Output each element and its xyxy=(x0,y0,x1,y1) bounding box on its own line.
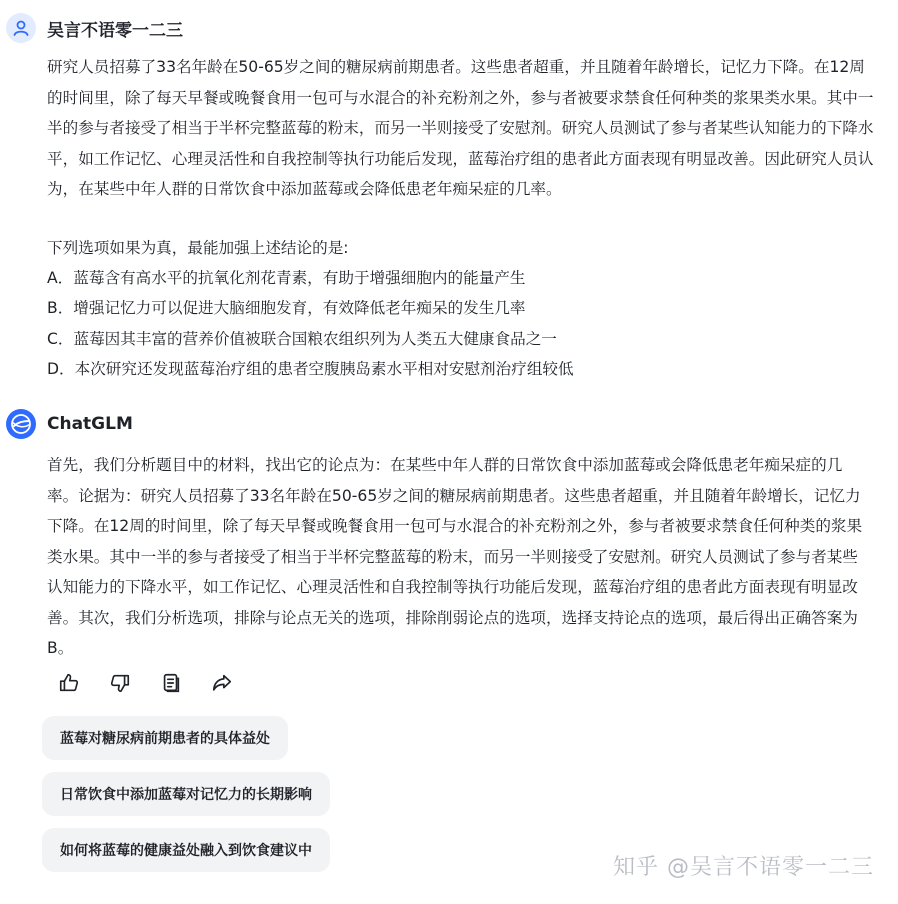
user-message-header xyxy=(6,13,183,43)
share-button[interactable] xyxy=(209,670,235,696)
bot-message-body: 首先，我们分析题目中的材料，找出它的论点为：在某些中年人群的日常饮食中添加蓝莓或会降低患老年痴呆症的几率。论据为：研究人员招募了33名年龄在50-65岁之间的糖尿病前期患者。这些患者超重，并且随着年龄增长，记忆力下降。在12周的时间里，除了每天早餐或晚餐食用一包可与水混合的补充粉剂之外，参与者被要求禁食任何种类的浆果类水果。其中一半的参与者接受了相当于半杯完整蓝莓的粉末，而另一半则接受了安慰剂。研究人员测试了参与者某些认知能力的下降水平，如工作记忆、心理灵活性和自我控制等执行功能后发现，蓝莓治疗组的患者此方面表现有明显改善。其次，我们分析选项，排除与论点无关的选项，排除削弱论点的选项，选择支持论点的选项，最后得出正确答案为B。 xyxy=(47,456,863,657)
suggestion-chip[interactable]: 日常饮食中添加蓝莓对记忆力的长期影响 xyxy=(42,772,330,816)
copy-button[interactable] xyxy=(158,670,184,696)
thumbs-up-icon xyxy=(58,672,80,694)
user-message-body: 研究人员招募了33名年龄在50-65岁之间的糖尿病前期患者。这些患者超重，并且随着年龄增长，记忆力下降。在12周的时间里，除了每天早餐或晚餐食用一包可与水混合的补充粉剂之外，参与者被要求禁食任何种类的浆果类水果。其中一半的参与者接受了相当于半杯完整蓝莓的粉末，而另一半则接受了安慰剂。研究人员测试了参与者某些认知能力的下降水平，如工作记忆、心理灵活性和自我控制等执行功能后发现，蓝莓治疗组的患者此方面表现有明显改善。因此研究人员认为，在某些中年人群的日常饮食中添加蓝莓或会降低患老年痴呆症的几率。 xyxy=(47,58,874,198)
option-b: B．增强记忆力可以促进大脑细胞发育，有效降低老年痴呆的发生几率 xyxy=(47,299,526,317)
suggestion-chip[interactable]: 如何将蓝莓的健康益处融入到饮食建议中 xyxy=(42,828,330,872)
option-c: C．蓝莓因其丰富的营养价值被联合国粮农组织列为人类五大健康食品之一 xyxy=(47,330,557,348)
bot-avatar xyxy=(6,409,36,439)
option-a: A．蓝莓含有高水平的抗氧化剂花青素，有助于增强细胞内的能量产生 xyxy=(47,269,526,287)
bot-message-header xyxy=(6,409,133,439)
thumbs-down-icon xyxy=(109,672,131,694)
user-question: 下列选项如果为真，最能加强上述结论的是: xyxy=(47,239,349,257)
user-name: 吴言不语零一二三 xyxy=(47,20,183,41)
like-button[interactable] xyxy=(56,670,82,696)
option-d: D．本次研究还发现蓝莓治疗组的患者空腹胰岛素水平相对安慰剂治疗组较低 xyxy=(47,360,574,378)
suggestion-chip[interactable]: 蓝莓对糖尿病前期患者的具体益处 xyxy=(42,716,288,760)
bot-name: ChatGLM xyxy=(47,414,133,434)
share-icon xyxy=(211,672,233,694)
copy-icon xyxy=(160,672,182,694)
message-actions xyxy=(56,670,260,696)
watermark: 知乎 @吴言不语零一二三 xyxy=(613,855,874,880)
chatglm-logo-icon xyxy=(10,413,32,435)
user-avatar xyxy=(6,13,36,43)
user-icon xyxy=(12,19,30,37)
dislike-button[interactable] xyxy=(107,670,133,696)
